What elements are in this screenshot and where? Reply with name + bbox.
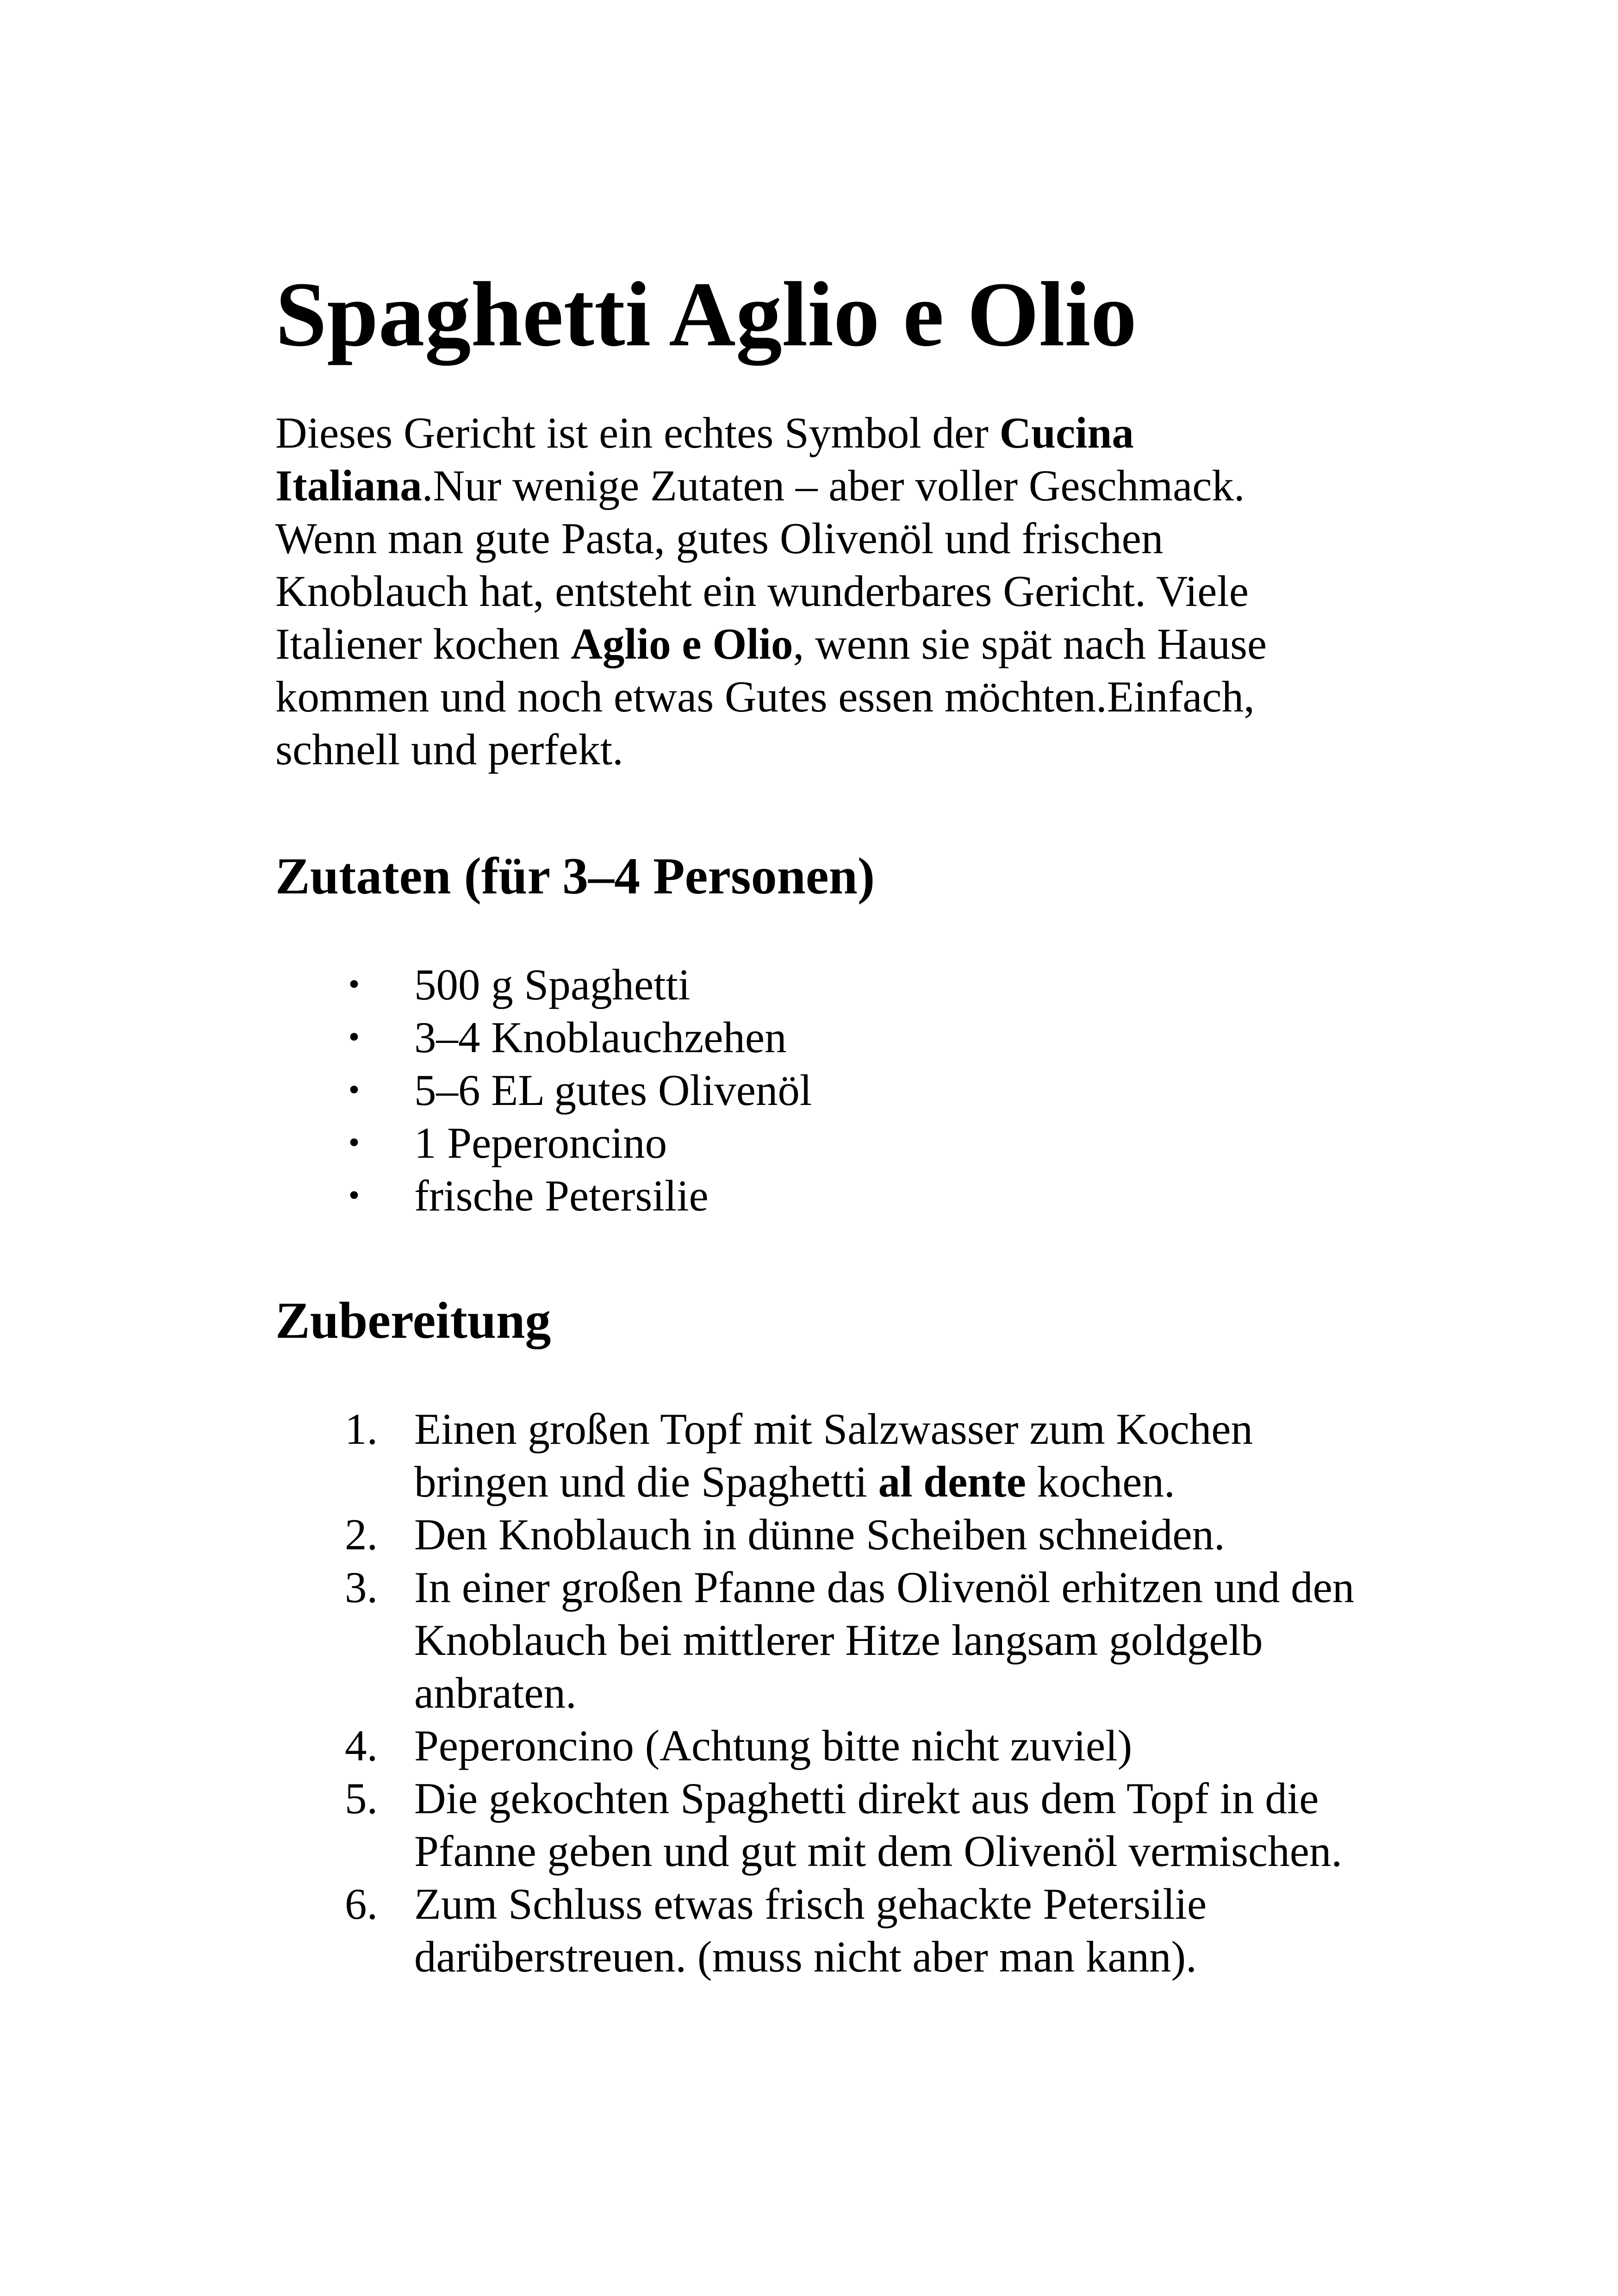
step-item: [275, 1719, 1395, 1772]
step-item: [275, 1561, 1395, 1719]
preparation-steps: [275, 1403, 1386, 1983]
ingredient-text: frische Petersilie: [414, 1171, 709, 1220]
ingredient-item: [275, 1117, 1386, 1169]
step-item: [275, 1772, 1395, 1878]
ingredient-text: 3–4 Knoblauchzehen: [414, 1013, 787, 1062]
bullet-icon: •: [348, 967, 360, 1002]
step-text: Die gekochten Spaghetti direkt aus dem Topf in die Pfanne geben und gut mit dem Olivenöl vermischen.: [414, 1774, 1343, 1876]
recipe-page: [275, 259, 1386, 1983]
intro-text: Dieses Gericht ist ein echtes Symbol der: [275, 408, 1000, 457]
bullet-icon: •: [348, 1178, 360, 1213]
step-text: kochen.: [1026, 1457, 1175, 1506]
ingredient-item: [275, 1011, 1386, 1064]
ingredient-text: 5–6 EL gutes Olivenöl: [414, 1066, 812, 1115]
step-text: Den Knoblauch in dünne Scheiben schneiden.: [414, 1510, 1225, 1559]
intro-bold-dish: Aglio e Olio: [571, 619, 793, 668]
bullet-icon: •: [348, 1125, 360, 1160]
step-number: 1.: [345, 1404, 378, 1454]
page-title: Spaghetti Aglio e Olio: [275, 263, 1137, 366]
step-item: [275, 1878, 1395, 1983]
preparation-heading: Zubereitung: [275, 1292, 551, 1349]
intro-text: , wenn sie spät nach Hause kommen und noch etwas Gutes essen möchten.Einfach, schnell und perfekt.: [275, 619, 1267, 774]
ingredients-list: [275, 958, 1386, 1222]
step-number: 5.: [345, 1774, 378, 1823]
ingredients-heading: Zutaten (für 3–4 Personen): [275, 848, 875, 905]
ingredient-text: 1 Peperoncino: [414, 1118, 667, 1167]
step-number: 3.: [345, 1563, 378, 1612]
ingredient-item: [275, 1064, 1386, 1117]
step-text: Peperoncino (Achtung bitte nicht zuviel): [414, 1721, 1133, 1770]
step-text: Einen großen Topf mit Salzwasser zum Kochen bringen und die Spaghetti: [414, 1404, 1253, 1506]
ingredient-text: 500 g Spaghetti: [414, 960, 691, 1009]
ingredient-item: [275, 958, 1386, 1011]
step-text: Zum Schluss etwas frisch gehackte Petersilie darüberstreuen. (muss nicht aber man kann).: [414, 1879, 1207, 1981]
step-number: 4.: [345, 1721, 378, 1770]
step-item: [275, 1508, 1395, 1561]
step-number: 2.: [345, 1510, 378, 1559]
step-item: [275, 1403, 1395, 1508]
ingredient-item: [275, 1169, 1386, 1222]
step-number: 6.: [345, 1879, 378, 1928]
bullet-icon: •: [348, 1019, 360, 1055]
bullet-icon: •: [348, 1072, 360, 1108]
intro-text: .Nur wenige Zutaten – aber voller Geschmack. Wenn man gute Pasta, gutes Olivenöl und frischen Knoblauch hat, entsteht ein wunderbares Gericht. Viele Italiener kochen: [275, 461, 1249, 668]
intro-bold-cucina: Cucina Italiana: [275, 408, 1134, 510]
step-bold-text: al dente: [878, 1457, 1026, 1506]
step-text: In einer großen Pfanne das Olivenöl erhitzen und den Knoblauch bei mittlerer Hitze langsam goldgelb anbraten.: [414, 1563, 1355, 1717]
intro-paragraph: [275, 406, 1349, 776]
